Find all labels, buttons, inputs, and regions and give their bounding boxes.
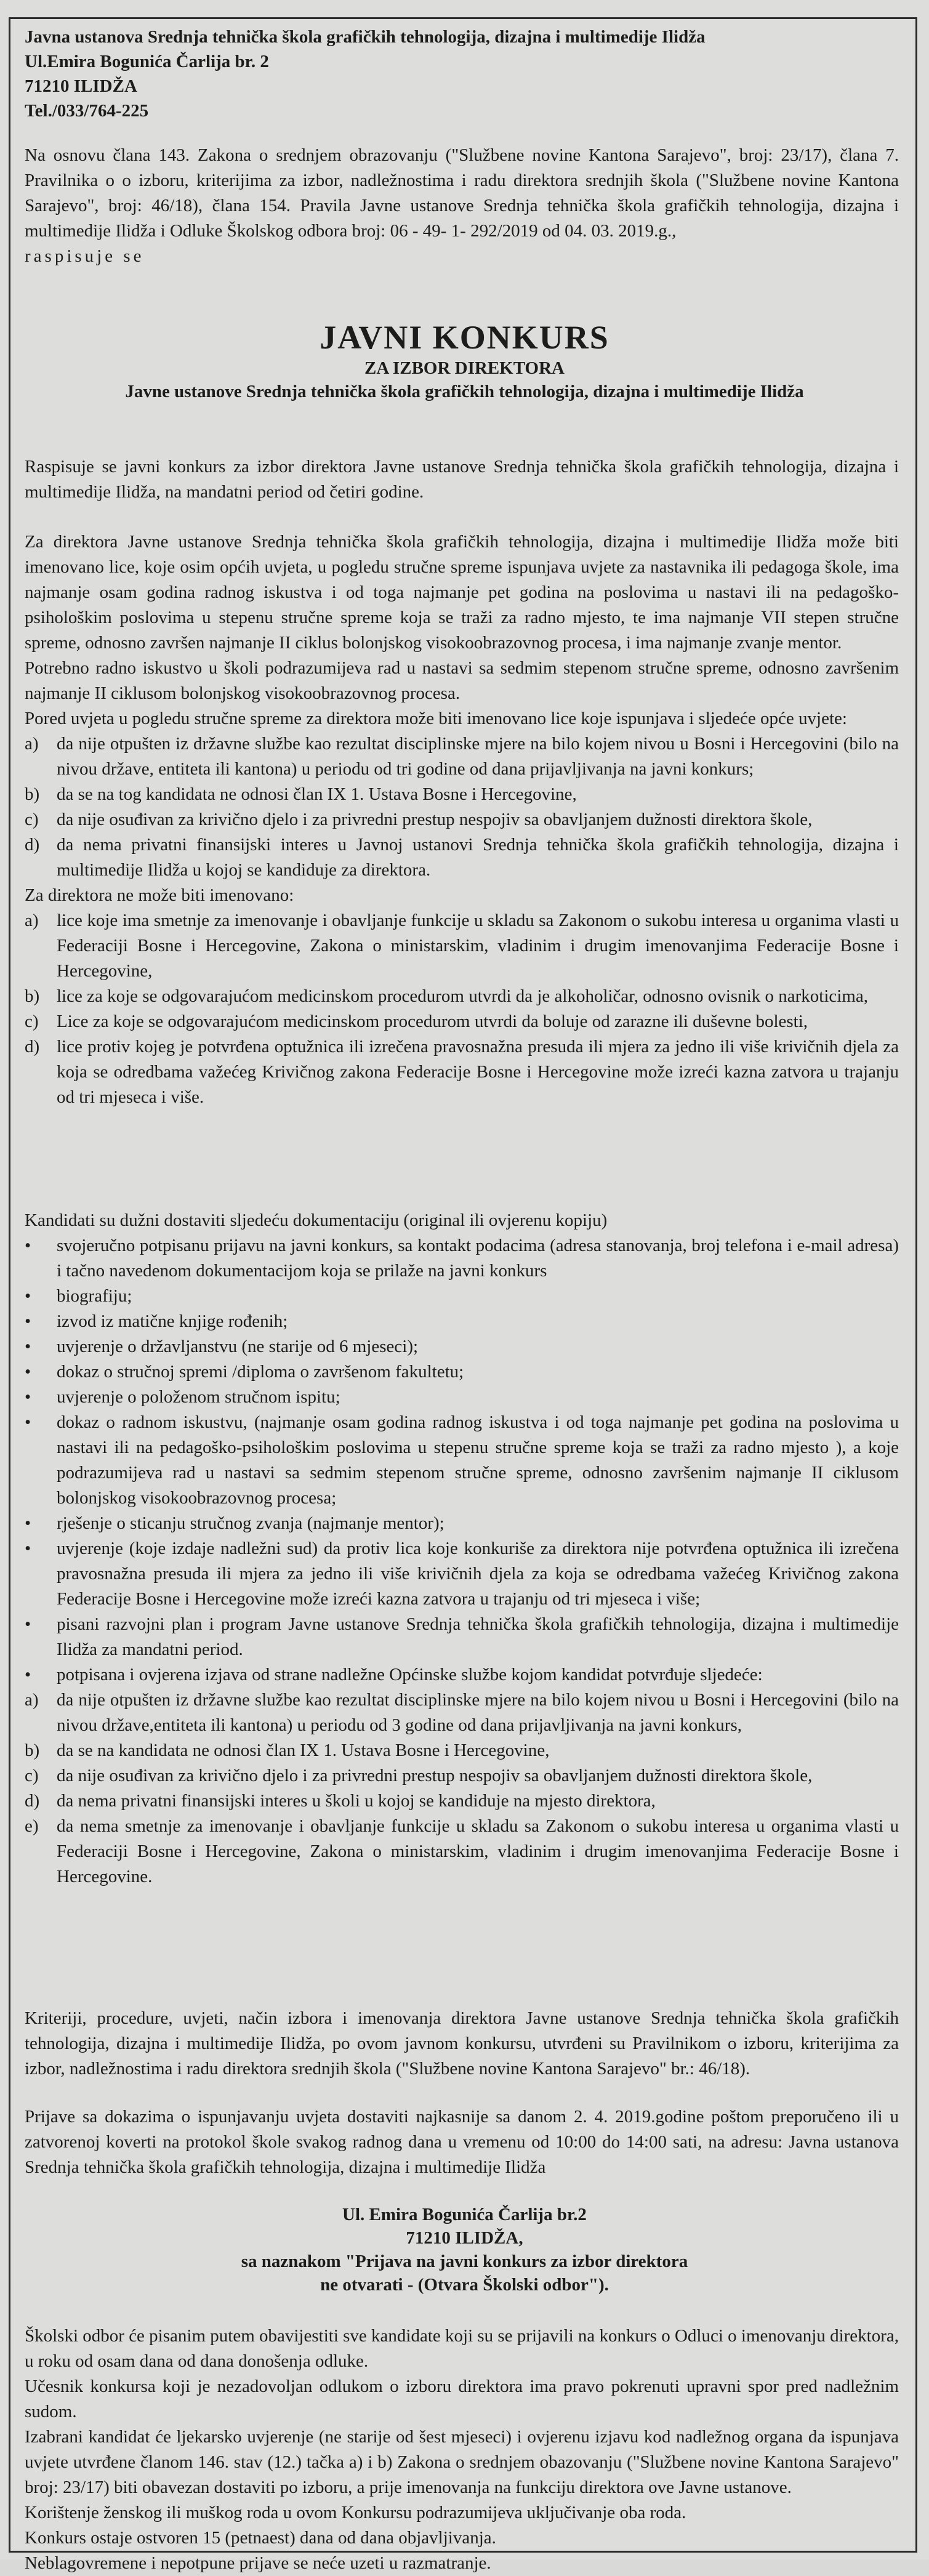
school-street: Ul.Emira Bogunića Čarlija br. 2 [25, 52, 269, 71]
list-item [25, 1233, 899, 1284]
bullet-icon: • [25, 1311, 31, 1331]
closing-text: Neblagovremene i nepotpune prijave se neće uzeti u razmatranje. [25, 2553, 491, 2573]
item-text: da nema privatni finansijski interes u Javnoj ustanovi Srednja tehnička škola grafičkih tehnologija, dizajna i multimedije Ilidža u kojoj se kandiduje za direktora. [57, 835, 899, 880]
disqualification-list [25, 908, 899, 1110]
subtitle-position: ZA IZBOR DIREKTORA [364, 358, 565, 378]
item-text: potpisana i ovjerena izjava od strane nadležne Općinske službe kojom kandidat potvrđuje sljedeće: [57, 1665, 763, 1684]
legal-basis-text: Na osnovu člana 143. Zakona o srednjem obrazovanju ("Službene novine Kantona Sarajevo", broj: 23/17), člana 7. Pravilnika o o izboru, kriterijima za izbor, nadležnostima i radu direktora srednjih škola ("Službene novine Kantona Sarajevo", broj: 46/18), člana 154. Pravila Javne ustanove Srednja tehnička škola grafičkih tehnologija, dizajna i multimedije Ilidža i Odluke Školskog odbora broj: 06 - 49- 1- 292/2019 od 04. 03. 2019.g., [25, 145, 899, 241]
bullet-icon: • [25, 1665, 31, 1684]
list-item [25, 731, 899, 782]
item-text: lice protiv kojeg je potvrđena optužnica ili izrečena pravosnažna presuda ili mjera za jedno ili više krivičnih djela za koja se odredbama važećeg Krivičnog zakona Federacije Bosne i Hercegovine može izreći kazna zatvora u trajanju od tri mjeseca i više. [57, 1037, 899, 1107]
list-item [25, 1738, 899, 1763]
item-label: b) [25, 986, 40, 1006]
conditions-text: Za direktora Javne ustanove Srednja tehnička škola grafičkih tehnologija, dizajna i multimedije Ilidža može biti imenovano lice, koje osim općih uvjeta, u pogledu stručne spreme ispunjava uvjete za nastavnika ili pedagoga škole, ima najmanje osam godina radnog iskustva i od toga najmanje pet godina na poslovima u nastavi ili na pedagoško-psihološkim poslovima u stepenu stručne spreme koja se traži za radno mjesto, te ima najmanje VII stepen stručne spreme, odnosno završen najmanje II ciklus bolonjskog visokoobrazovnog procesa, i ima najmanje zvanje mentor. [25, 532, 899, 653]
item-text: da nije otpušten iz državne službe kao rezultat disciplinske mjere na bilo kojem nivou u Bosni i Hercegovini (bilo na nivou države,entiteta ili kantona) u periodu od 3 godine od dana prijavljivanja na javni konkurs, [57, 1690, 899, 1735]
item-text: da nije osuđivan za krivično djelo i za privredni prestup nespojiv sa obavljanjem dužnosti direktora škole, [57, 1766, 813, 1785]
list-item [25, 1789, 899, 1814]
list-item [25, 1385, 899, 1410]
item-text: uvjerenje o položenom stručnom ispitu; [57, 1387, 340, 1407]
legal-basis-paragraph [25, 143, 899, 269]
item-label: d) [25, 1037, 40, 1057]
mailing-address [0, 2203, 929, 2296]
envelope-note: sa naznakom "Prijava na javni konkurs za izbor direktora [241, 2252, 688, 2271]
closing-text: Korištenje ženskog ili muškog roda u ovom Konkursu podrazumijeva uključivanje oba roda. [25, 2503, 686, 2522]
item-text: Lice za koje se odgovarajućom medicinskom procedurom utvrdi da boluje od zarazne ili duševne bolesti, [57, 1012, 808, 1031]
list-item [25, 832, 899, 883]
item-text: izvod iz matične knjige rođenih; [57, 1311, 288, 1331]
item-label: d) [25, 835, 40, 855]
item-text: pisani razvojni plan i program Javne ustanove Srednja tehnička škola grafičkih tehnologija, dizajna i multimedije Ilidža za mandatni period. [57, 1614, 899, 1659]
bullet-icon: • [25, 1614, 31, 1634]
item-text: dokaz o stručnoj spremi /diploma o završenom fakultetu; [57, 1362, 464, 1382]
list-item [25, 1309, 899, 1334]
school-header [25, 25, 706, 123]
address-street: Ul. Emira Bogunića Čarlija br.2 [342, 2205, 587, 2224]
list-item [25, 1511, 899, 1536]
intro-paragraph [25, 454, 899, 505]
envelope-note-continued: ne otvarati - (Otvara Školski odbor"). [320, 2275, 609, 2295]
submission-text: Prijave sa dokazima o ispunjavanju uvjeta dostaviti najkasnije sa danom 2. 4. 2019.godine poštom preporučeno ili u zatvorenoj koverti na protokol škole svakog radnog dana u vremenu od 10:00 do 14:00 sati, na adresu: Javna ustanova Srednja tehnička škola grafičkih tehnologija, dizajna i multimedije Ilidža [25, 2107, 899, 2177]
item-label: a) [25, 911, 39, 930]
bullet-icon: • [25, 1362, 31, 1382]
closing-text: Konkurs ostaje ostvoren 15 (petnaest) dana od dana objavljivanja. [25, 2528, 496, 2548]
general-conditions-list [25, 731, 899, 883]
bullet-icon: • [25, 1337, 31, 1356]
item-text: da nije osuđivan za krivično djelo i za privredni prestup nespojiv sa obavljanjem dužnosti direktora škole, [57, 810, 813, 829]
bullet-icon: • [25, 1412, 31, 1432]
experience-text: Potrebno radno iskustvo u školi podrazumijeva rad u nastavi sa sedmim stepenom stručne spreme, odnosno završenim najmanje II ciklusom bolonjskog visokoobrazovnog procesa. [25, 658, 899, 703]
item-text: uvjerenje o državljanstvu (ne starije od 6 mjeseci); [57, 1337, 419, 1356]
address-city: 71210 ILIDŽA, [406, 2228, 523, 2248]
school-phone: Tel./033/764-225 [25, 101, 149, 121]
item-text: uvjerenje (koje izdaje nadležni sud) da protiv lica koje konkuriše za direktora nije potvrđena optužnica ili izrečena pravosnažna presuda ili mjera za jedno ili više krivičnih djela za koja se odredbama važećeg Krivičnog zakona Federacije Bosne i Hercegovine može izreći kazna zatvora u trajanju od tri mjeseca i više; [57, 1539, 899, 1609]
criteria-paragraph [25, 2006, 899, 2082]
item-text: lice za koje se odgovarajućom medicinskom procedurom utvrdi da je alkoholičar, odnosno ovisnik o narkoticima, [57, 986, 868, 1006]
closing-text: Školski odbor će pisanim putem obavijestiti sve kandidate koji su se prijavili na konkurs o Odluci o imenovanju direktora, u roku od osam dana od dana donošenja odluke. [25, 2326, 899, 2371]
conditions-section [25, 529, 899, 1110]
list-item [25, 1034, 899, 1110]
list-item [25, 1009, 899, 1034]
raspisuje-text: raspisuje se [25, 246, 145, 266]
item-label: d) [25, 1791, 40, 1811]
item-text: rješenje o sticanju stručnog zvanja (najmanje mentor); [57, 1513, 444, 1533]
documents-intro: Kandidati su dužni dostaviti sljedeću dokumentaciju (original ili ovjerenu kopiju) [25, 1210, 608, 1230]
page-title: JAVNI KONKURS [320, 319, 609, 356]
item-text: biografiju; [57, 1286, 132, 1306]
list-item [25, 984, 899, 1009]
item-label: e) [25, 1816, 39, 1836]
item-text: dokaz o radnom iskustvu, (najmanje osam godina radnog iskustva i od toga najmanje pet godina na poslovima u nastavi ili na pedagoško-psihološkim poslovima u stepenu stručne spreme koja se traži za radno mjesto ), a koje podrazumijeva rad u nastavi sa sedmim stepenom stručne spreme, odnosno završenim najmanje II ciklusom bolonjskog visokoobrazovnog procesa; [57, 1412, 899, 1508]
bullet-icon: • [25, 1539, 31, 1558]
general-conditions-intro: Pored uvjeta u pogledu stručne spreme za direktora može biti imenovano lice koje ispunjava i sljedeće opće uvjete: [25, 709, 847, 728]
statement-list [25, 1688, 899, 1890]
list-item [25, 1410, 899, 1511]
list-item [25, 1688, 899, 1738]
bullet-icon: • [25, 1387, 31, 1407]
item-text: svojeručno potpisanu prijavu na javni konkurs, sa kontakt podacima (adresa stanovanja, broj telefona i e-mail adresa) i tačno navedenom dokumentacijom koja se prilaže na javni konkurs [57, 1236, 899, 1281]
bullet-icon: • [25, 1286, 31, 1306]
item-label: a) [25, 1690, 39, 1710]
item-text: da nije otpušten iz državne službe kao rezultat disciplinske mjere na bilo kojem nivou u Bosni i Hercegovini (bilo na nivou države, entiteta ili kantona) u periodu od tri godine od dana prijavljivanja na javni konkurs; [57, 734, 899, 779]
list-item [25, 782, 899, 807]
disqualification-intro: Za direktora ne može biti imenovano: [25, 885, 294, 905]
list-item [25, 1359, 899, 1385]
item-label: c) [25, 1012, 39, 1031]
item-text: lice koje ima smetnje za imenovanje i obavljanje funkcije u skladu sa Zakonom o sukobu interesa u organima vlasti u Federaciji Bosne i Hercegovine, Zakona o ministarskim, vladinim i drugim imenovanjima Federacije Bosne i Hercegovine, [57, 911, 899, 981]
intro-text: Raspisuje se javni konkurs za izbor direktora Javne ustanove Srednja tehnička škola grafičkih tehnologija, dizajna i multimedije Ilidža, na mandatni period od četiri godine. [25, 457, 899, 502]
item-label: b) [25, 784, 40, 804]
closing-text: Učesnik konkursa koji je nezadovoljan odlukom o izboru direktora ima pravo pokrenuti upravni spor pred nadležnim sudom. [25, 2377, 899, 2421]
item-label: b) [25, 1741, 40, 1760]
closing-section [25, 2324, 899, 2576]
school-name: Javna ustanova Srednja tehnička škola grafičkih tehnologija, dizajna i multimedije Ilidža [25, 27, 706, 47]
bullet-icon: • [25, 1513, 31, 1533]
list-item [25, 1334, 899, 1359]
list-item [25, 1662, 899, 1688]
list-item [25, 1284, 899, 1309]
list-item [25, 908, 899, 984]
list-item [25, 1612, 899, 1662]
documents-section [25, 1208, 899, 1890]
subtitle-institution: Javne ustanove Srednja tehnička škola grafičkih tehnologija, dizajna i multimedije Ilidža [125, 382, 804, 401]
school-city: 71210 ILIDŽA [25, 76, 137, 96]
list-item [25, 1763, 899, 1789]
item-label: a) [25, 734, 39, 754]
item-text: da nema smetnje za imenovanje i obavljanje funkcije u skladu sa Zakonom o sukobu interesa u organima vlasti u Federaciji Bosne i Hercegovine, Zakona o ministarskim, vladinim i drugim imenovanjima Federacije Bosne i Hercegovine. [57, 1816, 899, 1886]
list-item [25, 807, 899, 832]
item-label: c) [25, 1766, 39, 1785]
criteria-text: Kriteriji, procedure, uvjeti, način izbora i imenovanja direktora Javne ustanove Srednja tehnička škola grafičkih tehnologija, dizajna i multimedije Ilidža, po ovom javnom konkursu, utvrđeni su Pravilnikom o izboru, kriterijima za izbor, nadležnostima i radu direktora srednjih škola ("Službene novine Kantona Sarajevo" br.: 46/18). [25, 2008, 899, 2079]
list-item [25, 1536, 899, 1612]
bullet-icon: • [25, 1236, 31, 1255]
item-text: da nema privatni finansijski interes u školi u kojoj se kandiduje na mjesto direktora, [57, 1791, 656, 1811]
item-label: c) [25, 810, 39, 829]
closing-text: Izabrani kandidat će ljekarsko uvjerenje (ne starije od šest mjeseci) i ovjerenu izjavu kod nadležnog organa da ispunjava uvjete utvrđene članom 146. stav (12.) tačka a) i b) Zakona o srednjem obazovanju ("Službene novine Kantona Sarajevo" broj: 23/17) biti obavezan dostaviti po izboru, a prije imenovanja na funkciju direktora ove Javne ustanove. [25, 2427, 899, 2497]
submission-paragraph [25, 2104, 899, 2180]
item-text: da se na kandidata ne odnosi član IX 1. Ustava Bosne i Hercegovine, [57, 1741, 550, 1760]
item-text: da se na tog kandidata ne odnosi član IX 1. Ustava Bosne i Hercegovine, [57, 784, 577, 804]
documents-list [25, 1233, 899, 1688]
list-item [25, 1814, 899, 1890]
